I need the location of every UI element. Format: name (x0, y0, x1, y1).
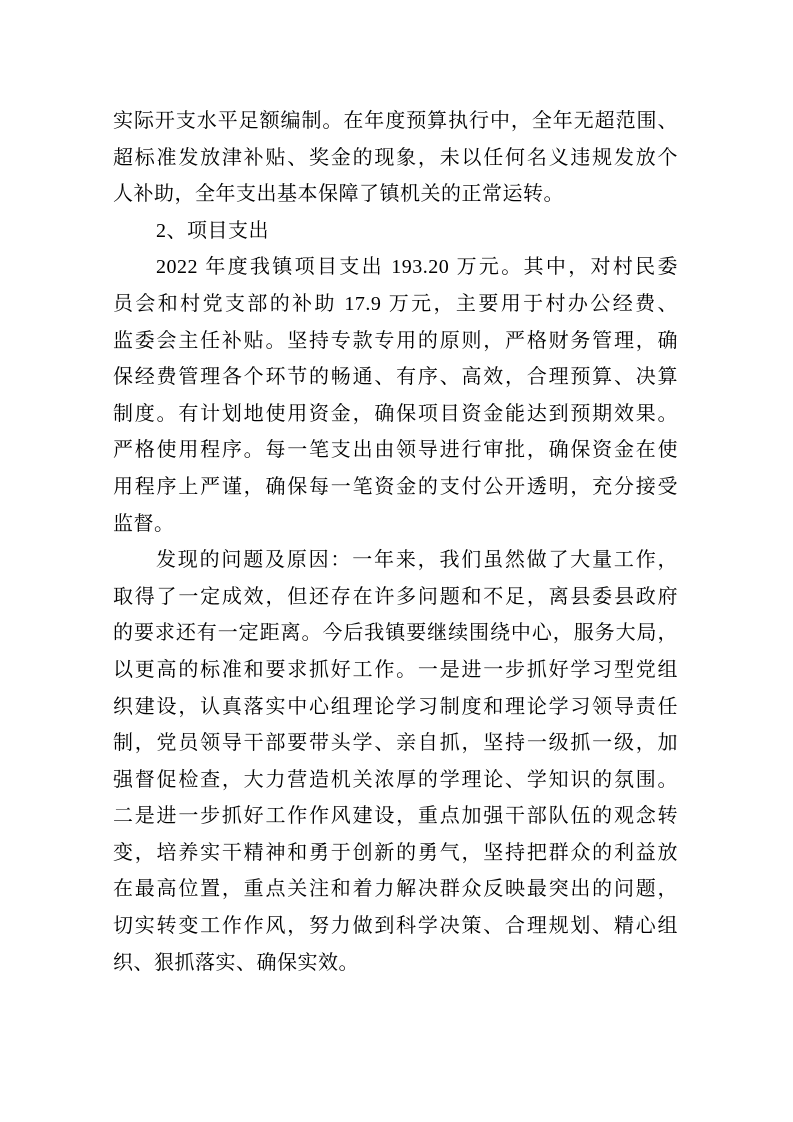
text-line-23: 切实转变工作作风，努力做到科学决策、合理规划、精心组 (113, 915, 678, 938)
text-line-19: 强督促检查，大力营造机关浓厚的学理论、学知识的氛围。 (113, 768, 678, 791)
text-line-12: 监督。 (113, 512, 175, 535)
text-line-3: 人补助，全年支出基本保障了镇机关的正常运转。 (113, 183, 564, 206)
text-line-2: 超标准发放津补贴、奖金的现象，未以任何名义违规发放个 (113, 146, 678, 169)
text-line-24: 织、狠抓落实、确保实效。 (113, 951, 359, 974)
text-line-16: 以更高的标准和要求抓好工作。一是进一步抓好学习型党组 (113, 658, 678, 681)
text-line-18: 制，党员领导干部要带头学、亲自抓，坚持一级抓一级，加 (113, 732, 678, 755)
text-line-20: 二是进一步抓好工作作风建设，重点加强干部队伍的观念转 (113, 805, 678, 828)
text-line-13: 发现的问题及原因：一年来，我们虽然做了大量工作， (156, 549, 678, 572)
text-line-14: 取得了一定成效，但还存在许多问题和不足，离县委县政府 (113, 585, 678, 608)
text-line-21: 变，培养实干精神和勇于创新的勇气，坚持把群众的利益放 (113, 841, 678, 864)
text-line-8: 保经费管理各个环节的畅通、有序、高效，合理预算、决算 (113, 366, 678, 389)
text-line-1: 实际开支水平足额编制。在年度预算执行中，全年无超范围、 (113, 110, 678, 132)
text-line-9: 制度。有计划地使用资金，确保项目资金能达到预期效果。 (113, 402, 678, 425)
text-line-10: 严格使用程序。每一笔支出由领导进行审批，确保资金在使 (113, 439, 678, 462)
text-line-6: 员会和村党支部的补助 17.9 万元，主要用于村办公经费、 (113, 292, 678, 315)
text-line-11: 用程序上严谨，确保每一笔资金的支付公开透明，充分接受 (113, 475, 678, 498)
text-line-17: 织建设，认真落实中心组理论学习制度和理论学习领导责任 (113, 695, 678, 718)
text-line-22: 在最高位置，重点关注和着力解决群众反映最突出的问题， (113, 878, 678, 901)
text-block (113, 103, 678, 981)
text-line-5: 2022 年度我镇项目支出 193.20 万元。其中，对村民委 (156, 256, 678, 279)
text-line-4-heading: 2、项目支出 (156, 219, 269, 242)
text-line-7: 监委会主任补贴。坚持专款专用的原则，严格财务管理，确 (113, 329, 678, 352)
text-line-15: 的要求还有一定距离。今后我镇要继续围绕中心，服务大局， (113, 622, 678, 645)
